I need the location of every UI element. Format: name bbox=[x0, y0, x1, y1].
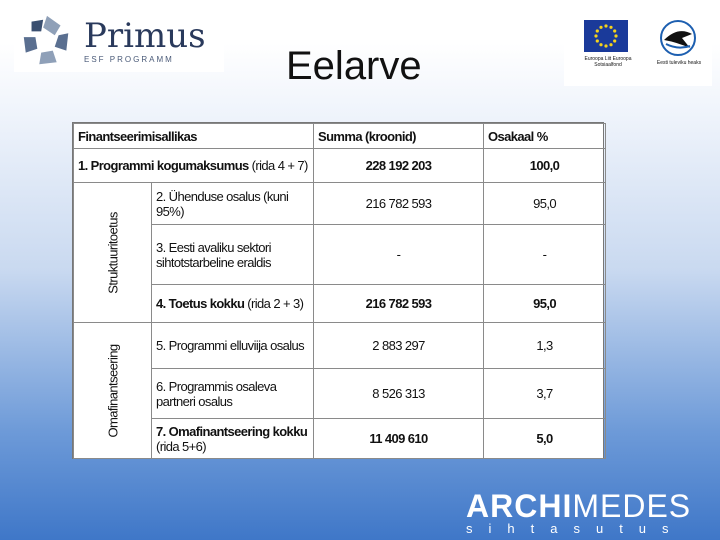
row3-label: 3. Eesti avaliku sektori sihtotstarbeline eraldis bbox=[152, 225, 314, 285]
primus-name: Primus bbox=[84, 15, 206, 56]
row6-label: 6. Programmis osaleva partneri osalus bbox=[152, 369, 314, 419]
primus-logo bbox=[14, 10, 224, 72]
row1-label bbox=[74, 149, 314, 183]
table-row bbox=[74, 369, 606, 419]
header-share: Osakaal % bbox=[484, 124, 606, 149]
row1-sum: 228 192 203 bbox=[314, 149, 484, 183]
eu-logo-caption: Euroopa Liit Euroopa Sotsiaalfond bbox=[584, 56, 632, 68]
table-row bbox=[74, 285, 606, 323]
row1-label-rest: (rida 4 + 7) bbox=[248, 158, 308, 173]
estonia-swallow-icon bbox=[660, 20, 696, 56]
group1-label: Struktuuritoetus bbox=[105, 211, 120, 294]
row5-share: 1,3 bbox=[484, 323, 606, 369]
table-row bbox=[74, 323, 606, 369]
row3-share: - bbox=[484, 225, 606, 285]
row7-label-rest: (rida 5+6) bbox=[156, 438, 206, 454]
row7-label bbox=[152, 419, 314, 459]
eu-flag-icon bbox=[584, 20, 628, 52]
primus-subtitle: ESF PROGRAMM bbox=[84, 54, 174, 64]
row5-label: 5. Programmi elluviija osalus bbox=[152, 323, 314, 369]
row4-label-bold: 4. Toetus kokku bbox=[156, 296, 245, 311]
primus-emblem-icon bbox=[18, 12, 76, 70]
table-row bbox=[74, 183, 606, 225]
partner-logos bbox=[564, 14, 712, 86]
archimedes-wordmark bbox=[466, 490, 712, 522]
row2-share: 95,0 bbox=[484, 183, 606, 225]
archimedes-bold: ARCHI bbox=[466, 488, 573, 524]
row4-label-rest: (rida 2 + 3) bbox=[244, 296, 304, 311]
archimedes-light: MEDES bbox=[572, 488, 692, 524]
row7-label-bold: 7. Omafinantseering kokku bbox=[156, 423, 308, 439]
row4-share: 95,0 bbox=[484, 285, 606, 323]
row2-label: 2. Ühenduse osalus (kuni 95%) bbox=[152, 183, 314, 225]
row5-sum: 2 883 297 bbox=[314, 323, 484, 369]
group-label-own-financing bbox=[74, 323, 152, 459]
row1-share: 100,0 bbox=[484, 149, 606, 183]
archimedes-logo bbox=[466, 490, 712, 534]
row2-sum: 216 782 593 bbox=[314, 183, 484, 225]
row6-sum: 8 526 313 bbox=[314, 369, 484, 419]
group2-label: Omafinantseering bbox=[105, 343, 120, 438]
budget-table bbox=[72, 122, 604, 459]
row7-share: 5,0 bbox=[484, 419, 606, 459]
row4-label bbox=[152, 285, 314, 323]
header-source: Finantseerimisallikas bbox=[74, 124, 314, 149]
row1-label-bold: 1. Programmi kogumaksumus bbox=[78, 158, 249, 173]
row3-sum: - bbox=[314, 225, 484, 285]
table-header-row bbox=[74, 124, 606, 149]
slide-title: Eelarve bbox=[286, 44, 422, 88]
row4-sum: 216 782 593 bbox=[314, 285, 484, 323]
row6-share: 3,7 bbox=[484, 369, 606, 419]
header-sum: Summa (kroonid) bbox=[314, 124, 484, 149]
estonia-logo-caption: Eesti tuleviku heaks bbox=[656, 60, 702, 66]
table-row bbox=[74, 419, 606, 459]
archimedes-subtitle: sihtasutus bbox=[466, 521, 685, 536]
group-label-structural-support bbox=[74, 183, 152, 323]
table-row bbox=[74, 225, 606, 285]
row7-sum: 11 409 610 bbox=[314, 419, 484, 459]
table-row bbox=[74, 149, 606, 183]
